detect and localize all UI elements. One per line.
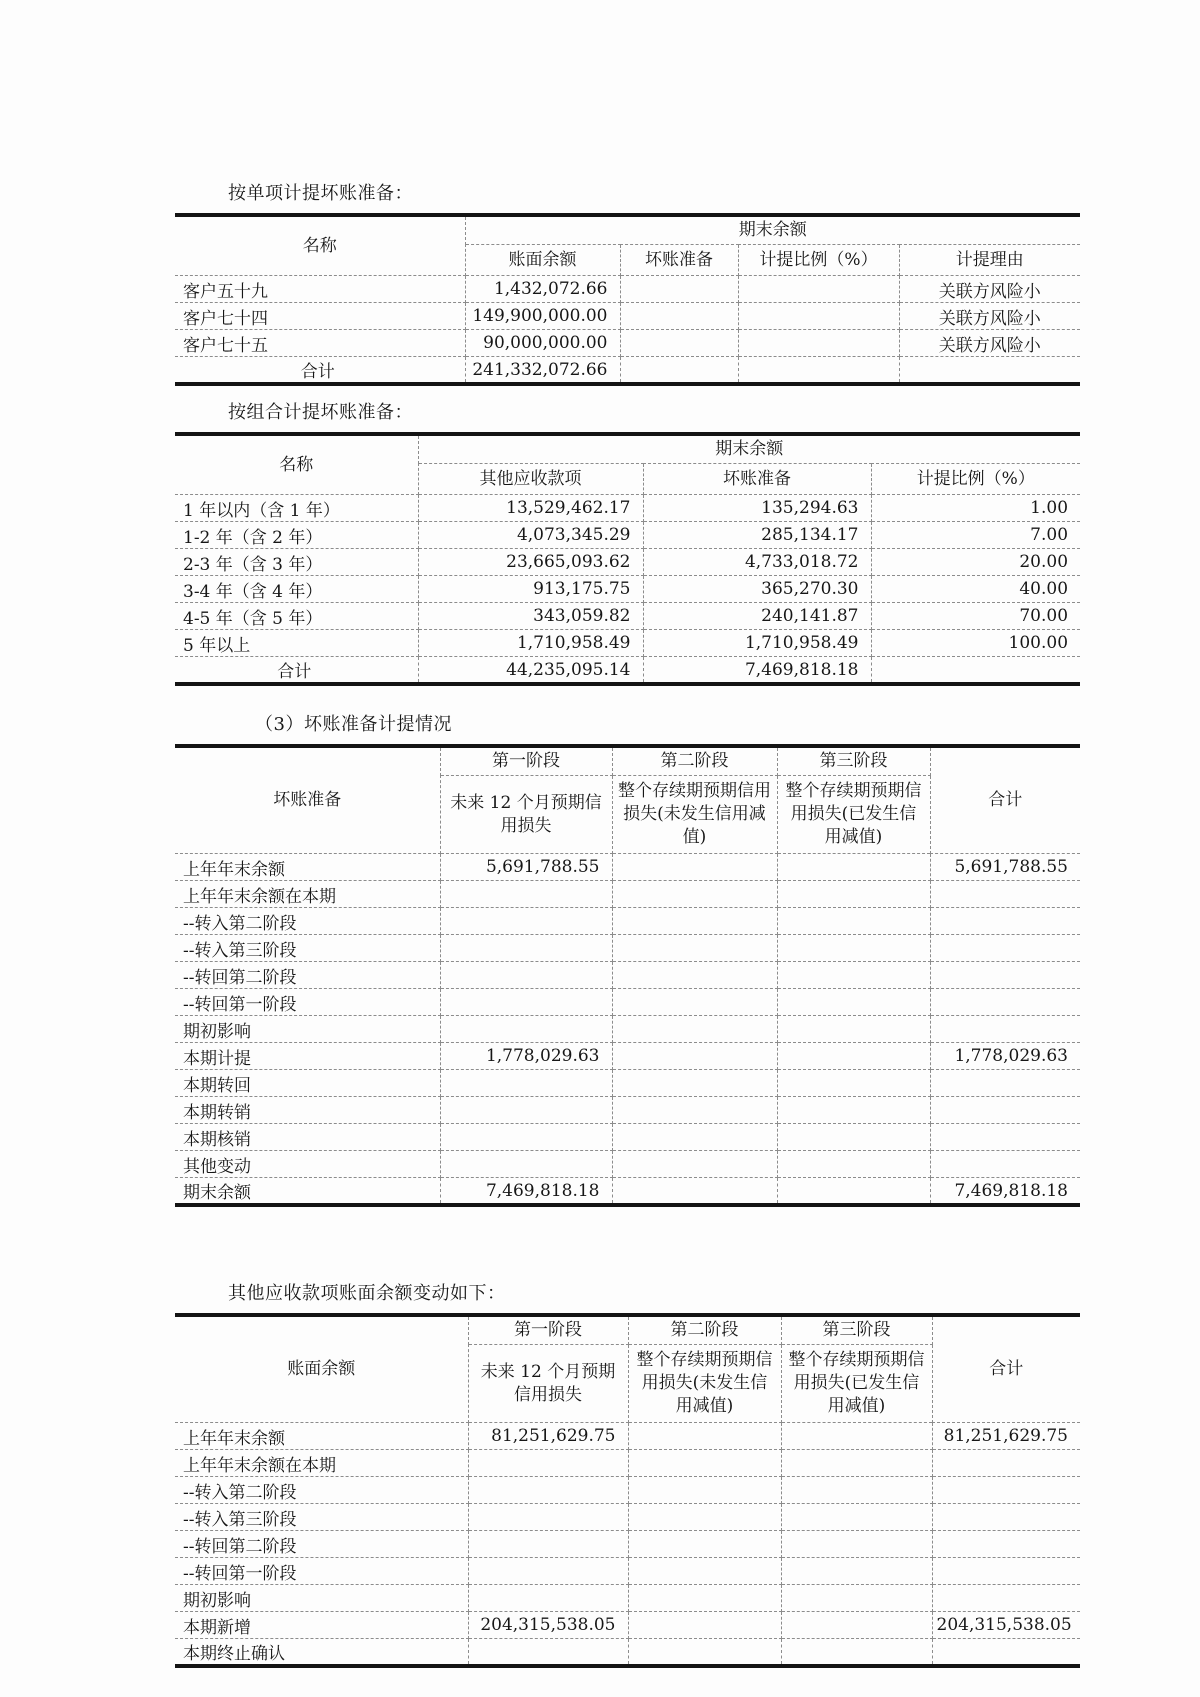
cell-value bbox=[612, 1016, 777, 1043]
cell-value bbox=[620, 276, 738, 303]
cell-value: 7,469,818.18 bbox=[440, 1178, 612, 1206]
content-area bbox=[175, 183, 1080, 1668]
cell-value bbox=[440, 1151, 612, 1178]
table-row bbox=[175, 1070, 1080, 1097]
cell-value: 240,141.87 bbox=[643, 603, 871, 630]
col-header-stage-3: 第三阶段 bbox=[781, 1315, 932, 1345]
cell-value bbox=[930, 1070, 1080, 1097]
cell-value bbox=[899, 357, 1080, 385]
cell-value bbox=[781, 1612, 932, 1639]
cell-value bbox=[612, 1070, 777, 1097]
col-header-book-balance: 账面余额 bbox=[175, 1315, 468, 1423]
cell-value bbox=[468, 1504, 628, 1531]
cell-value bbox=[781, 1477, 932, 1504]
cell-value bbox=[440, 1124, 612, 1151]
row-label: 客户七十四 bbox=[175, 303, 465, 330]
row-label: 期末余额 bbox=[175, 1178, 440, 1206]
cell-value bbox=[738, 276, 899, 303]
cell-value bbox=[932, 1639, 1080, 1667]
cell-value: 913,175.75 bbox=[418, 576, 643, 603]
table-row bbox=[175, 276, 1080, 303]
cell-value bbox=[738, 330, 899, 357]
row-label: 上年年末余额在本期 bbox=[175, 881, 440, 908]
table-row bbox=[175, 1124, 1080, 1151]
cell-value bbox=[781, 1504, 932, 1531]
cell-value: 1,710,958.49 bbox=[643, 630, 871, 657]
cell-value bbox=[777, 1043, 930, 1070]
table-body bbox=[175, 854, 1080, 1206]
cell-value bbox=[620, 357, 738, 385]
row-label: --转入第三阶段 bbox=[175, 1504, 468, 1531]
cell-value bbox=[777, 1151, 930, 1178]
col-header-stage-1: 第一阶段 bbox=[468, 1315, 628, 1345]
row-label: 3-4 年（含 4 年） bbox=[175, 576, 418, 603]
cell-value bbox=[781, 1639, 932, 1667]
cell-value bbox=[777, 989, 930, 1016]
col-header-stage-2: 第二阶段 bbox=[628, 1315, 781, 1345]
cell-value bbox=[777, 1178, 930, 1206]
row-label: 客户五十九 bbox=[175, 276, 465, 303]
cell-value bbox=[612, 935, 777, 962]
row-label: 1 年以内（含 1 年） bbox=[175, 495, 418, 522]
cell-value bbox=[777, 962, 930, 989]
row-label: --转回第二阶段 bbox=[175, 962, 440, 989]
cell-value bbox=[871, 657, 1080, 685]
table-row bbox=[175, 357, 1080, 385]
cell-value bbox=[440, 1097, 612, 1124]
row-label: 本期计提 bbox=[175, 1043, 440, 1070]
row-label: 合计 bbox=[175, 657, 418, 685]
cell-value: 81,251,629.75 bbox=[468, 1423, 628, 1450]
table-row bbox=[175, 1450, 1080, 1477]
section-provision-stages bbox=[175, 714, 1080, 1207]
cell-value: 7,469,818.18 bbox=[643, 657, 871, 685]
book-balance-changes-table bbox=[175, 1313, 1080, 1668]
cell-value bbox=[930, 989, 1080, 1016]
cell-value: 100.00 bbox=[871, 630, 1080, 657]
cell-value: 20.00 bbox=[871, 549, 1080, 576]
cell-value bbox=[930, 1124, 1080, 1151]
cell-value: 81,251,629.75 bbox=[932, 1423, 1080, 1450]
row-label: 期初影响 bbox=[175, 1585, 468, 1612]
cell-value bbox=[777, 1097, 930, 1124]
col-header-stage-1: 第一阶段 bbox=[440, 746, 612, 776]
table-title-provision-stages: （3）坏账准备计提情况 bbox=[255, 714, 452, 735]
row-label: 本期新增 bbox=[175, 1612, 468, 1639]
cell-value: 关联方风险小 bbox=[899, 276, 1080, 303]
table-row bbox=[175, 330, 1080, 357]
header-row-stages bbox=[175, 1315, 1080, 1345]
provision-stages-table bbox=[175, 744, 1080, 1207]
table-row bbox=[175, 935, 1080, 962]
col-header-period-end-balance: 期末余额 bbox=[418, 434, 1080, 464]
cell-value bbox=[930, 962, 1080, 989]
table-row bbox=[175, 989, 1080, 1016]
cell-value bbox=[628, 1423, 781, 1450]
row-label: 上年年末余额 bbox=[175, 1423, 468, 1450]
table-row bbox=[175, 495, 1080, 522]
cell-value bbox=[932, 1585, 1080, 1612]
col-header-stage-2: 第二阶段 bbox=[612, 746, 777, 776]
row-label: --转入第二阶段 bbox=[175, 908, 440, 935]
table-row bbox=[175, 1531, 1080, 1558]
table-body bbox=[175, 276, 1080, 385]
cell-value: 343,059.82 bbox=[418, 603, 643, 630]
col-header-stage-3-desc: 整个存续期预期信用损失(已发生信用减值) bbox=[781, 1345, 932, 1423]
cell-value: 4,073,345.29 bbox=[418, 522, 643, 549]
row-label: 其他变动 bbox=[175, 1151, 440, 1178]
cell-value bbox=[628, 1504, 781, 1531]
col-header-bad-debt-provision: 坏账准备 bbox=[175, 746, 440, 854]
table-row bbox=[175, 522, 1080, 549]
col-header-name: 名称 bbox=[175, 215, 465, 276]
cell-value bbox=[932, 1531, 1080, 1558]
cell-value: 23,665,093.62 bbox=[418, 549, 643, 576]
cell-value bbox=[777, 935, 930, 962]
table-body bbox=[175, 495, 1080, 685]
cell-value: 241,332,072.66 bbox=[465, 357, 620, 385]
table-row bbox=[175, 1178, 1080, 1206]
cell-value bbox=[612, 1043, 777, 1070]
cell-value bbox=[612, 1178, 777, 1206]
table-title-group-provision: 按组合计提坏账准备： bbox=[228, 402, 413, 423]
individual-provision-table bbox=[175, 213, 1080, 386]
table-row bbox=[175, 1585, 1080, 1612]
col-header-stage-3: 第三阶段 bbox=[777, 746, 930, 776]
col-header-name: 名称 bbox=[175, 434, 418, 495]
row-label: --转回第二阶段 bbox=[175, 1531, 468, 1558]
cell-value bbox=[628, 1558, 781, 1585]
cell-value bbox=[628, 1531, 781, 1558]
cell-value bbox=[612, 854, 777, 881]
cell-value: 1,710,958.49 bbox=[418, 630, 643, 657]
cell-value: 204,315,538.05 bbox=[468, 1612, 628, 1639]
cell-value bbox=[932, 1450, 1080, 1477]
cell-value bbox=[612, 908, 777, 935]
cell-value bbox=[628, 1585, 781, 1612]
cell-value: 13,529,462.17 bbox=[418, 495, 643, 522]
header-row-stages bbox=[175, 746, 1080, 776]
col-header-provision-reason: 计提理由 bbox=[899, 245, 1080, 276]
row-label: 4-5 年（含 5 年） bbox=[175, 603, 418, 630]
cell-value bbox=[440, 935, 612, 962]
col-header-total: 合计 bbox=[932, 1315, 1080, 1423]
col-header-other-receivables: 其他应收款项 bbox=[418, 464, 643, 495]
table-row bbox=[175, 1558, 1080, 1585]
row-label: --转入第二阶段 bbox=[175, 1477, 468, 1504]
cell-value bbox=[628, 1477, 781, 1504]
table-title-book-balance-changes: 其他应收款项账面余额变动如下： bbox=[228, 1283, 506, 1304]
header-row-group bbox=[175, 215, 1080, 245]
col-header-book-balance: 账面余额 bbox=[465, 245, 620, 276]
cell-value: 285,134.17 bbox=[643, 522, 871, 549]
table-row bbox=[175, 630, 1080, 657]
table-body bbox=[175, 1423, 1080, 1667]
cell-value bbox=[468, 1558, 628, 1585]
table-row bbox=[175, 1612, 1080, 1639]
cell-value bbox=[612, 881, 777, 908]
cell-value bbox=[738, 357, 899, 385]
cell-value bbox=[777, 1070, 930, 1097]
cell-value: 关联方风险小 bbox=[899, 330, 1080, 357]
cell-value bbox=[440, 1016, 612, 1043]
table-row bbox=[175, 576, 1080, 603]
table-row bbox=[175, 1504, 1080, 1531]
cell-value: 1,778,029.63 bbox=[440, 1043, 612, 1070]
cell-value: 7,469,818.18 bbox=[930, 1178, 1080, 1206]
cell-value bbox=[930, 1097, 1080, 1124]
row-label: 本期核销 bbox=[175, 1124, 440, 1151]
cell-value bbox=[930, 935, 1080, 962]
col-header-stage-3-desc: 整个存续期预期信用损失(已发生信用减值) bbox=[777, 776, 930, 854]
cell-value: 365,270.30 bbox=[643, 576, 871, 603]
table-row bbox=[175, 1151, 1080, 1178]
cell-value bbox=[781, 1585, 932, 1612]
table-title-individual-provision: 按单项计提坏账准备： bbox=[228, 183, 413, 204]
cell-value: 44,235,095.14 bbox=[418, 657, 643, 685]
cell-value bbox=[777, 908, 930, 935]
cell-value bbox=[930, 908, 1080, 935]
cell-value bbox=[440, 962, 612, 989]
cell-value bbox=[628, 1450, 781, 1477]
cell-value bbox=[612, 1124, 777, 1151]
row-label: 合计 bbox=[175, 357, 465, 385]
table-row bbox=[175, 854, 1080, 881]
row-label: 5 年以上 bbox=[175, 630, 418, 657]
col-header-stage-2-desc: 整个存续期预期信用损失(未发生信用减值) bbox=[612, 776, 777, 854]
cell-value: 70.00 bbox=[871, 603, 1080, 630]
cell-value: 7.00 bbox=[871, 522, 1080, 549]
cell-value bbox=[628, 1639, 781, 1667]
table-row bbox=[175, 1043, 1080, 1070]
cell-value bbox=[781, 1531, 932, 1558]
header-row-group bbox=[175, 434, 1080, 464]
cell-value bbox=[738, 303, 899, 330]
row-label: --转回第一阶段 bbox=[175, 989, 440, 1016]
table-row bbox=[175, 962, 1080, 989]
cell-value bbox=[781, 1450, 932, 1477]
col-header-provision-ratio: 计提比例（%） bbox=[738, 245, 899, 276]
col-header-bad-debt-provision: 坏账准备 bbox=[643, 464, 871, 495]
cell-value bbox=[777, 854, 930, 881]
row-label: 本期转销 bbox=[175, 1097, 440, 1124]
table-row bbox=[175, 908, 1080, 935]
row-label: 本期终止确认 bbox=[175, 1639, 468, 1667]
cell-value: 4,733,018.72 bbox=[643, 549, 871, 576]
cell-value bbox=[777, 881, 930, 908]
cell-value: 1,778,029.63 bbox=[930, 1043, 1080, 1070]
cell-value bbox=[932, 1477, 1080, 1504]
cell-value: 1,432,072.66 bbox=[465, 276, 620, 303]
cell-value bbox=[468, 1531, 628, 1558]
table-row bbox=[175, 1097, 1080, 1124]
cell-value: 关联方风险小 bbox=[899, 303, 1080, 330]
row-label: 期初影响 bbox=[175, 1016, 440, 1043]
col-header-period-end-balance: 期末余额 bbox=[465, 215, 1080, 245]
cell-value bbox=[612, 962, 777, 989]
table-row bbox=[175, 881, 1080, 908]
cell-value bbox=[440, 1070, 612, 1097]
col-header-bad-debt-provision: 坏账准备 bbox=[620, 245, 738, 276]
col-header-total: 合计 bbox=[930, 746, 1080, 854]
cell-value: 40.00 bbox=[871, 576, 1080, 603]
cell-value bbox=[612, 1151, 777, 1178]
row-label: 1-2 年（含 2 年） bbox=[175, 522, 418, 549]
cell-value bbox=[440, 989, 612, 1016]
cell-value bbox=[932, 1504, 1080, 1531]
table-row bbox=[175, 603, 1080, 630]
cell-value bbox=[468, 1477, 628, 1504]
row-label: 本期转回 bbox=[175, 1070, 440, 1097]
cell-value bbox=[620, 330, 738, 357]
col-header-provision-ratio: 计提比例（%） bbox=[871, 464, 1080, 495]
row-label: 上年年末余额 bbox=[175, 854, 440, 881]
row-label: 上年年末余额在本期 bbox=[175, 1450, 468, 1477]
cell-value: 204,315,538.05 bbox=[932, 1612, 1080, 1639]
cell-value: 5,691,788.55 bbox=[440, 854, 612, 881]
table-row bbox=[175, 303, 1080, 330]
cell-value bbox=[468, 1585, 628, 1612]
section-individual-provision bbox=[175, 183, 1080, 386]
cell-value bbox=[930, 881, 1080, 908]
cell-value: 135,294.63 bbox=[643, 495, 871, 522]
cell-value: 5,691,788.55 bbox=[930, 854, 1080, 881]
col-header-stage-2-desc: 整个存续期预期信用损失(未发生信用减值) bbox=[628, 1345, 781, 1423]
row-label: 2-3 年（含 3 年） bbox=[175, 549, 418, 576]
table-row bbox=[175, 1016, 1080, 1043]
cell-value: 1.00 bbox=[871, 495, 1080, 522]
group-provision-table bbox=[175, 432, 1080, 686]
cell-value bbox=[777, 1124, 930, 1151]
cell-value bbox=[777, 1016, 930, 1043]
cell-value bbox=[612, 989, 777, 1016]
row-label: --转入第三阶段 bbox=[175, 935, 440, 962]
cell-value bbox=[440, 908, 612, 935]
section-group-provision bbox=[175, 402, 1080, 686]
row-label: --转回第一阶段 bbox=[175, 1558, 468, 1585]
cell-value bbox=[781, 1423, 932, 1450]
table-row bbox=[175, 1639, 1080, 1667]
cell-value bbox=[781, 1558, 932, 1585]
table-row bbox=[175, 549, 1080, 576]
col-header-stage-1-desc: 未来 12 个月预期信用损失 bbox=[468, 1345, 628, 1423]
cell-value: 149,900,000.00 bbox=[465, 303, 620, 330]
cell-value bbox=[440, 881, 612, 908]
cell-value bbox=[620, 303, 738, 330]
cell-value bbox=[932, 1558, 1080, 1585]
cell-value bbox=[628, 1612, 781, 1639]
row-label: 客户七十五 bbox=[175, 330, 465, 357]
section-book-balance-changes bbox=[175, 1283, 1080, 1668]
cell-value bbox=[468, 1450, 628, 1477]
cell-value: 90,000,000.00 bbox=[465, 330, 620, 357]
table-row bbox=[175, 1423, 1080, 1450]
cell-value bbox=[930, 1151, 1080, 1178]
table-row bbox=[175, 657, 1080, 685]
cell-value bbox=[468, 1639, 628, 1667]
table-row bbox=[175, 1477, 1080, 1504]
col-header-stage-1-desc: 未来 12 个月预期信用损失 bbox=[440, 776, 612, 854]
cell-value bbox=[612, 1097, 777, 1124]
cell-value bbox=[930, 1016, 1080, 1043]
